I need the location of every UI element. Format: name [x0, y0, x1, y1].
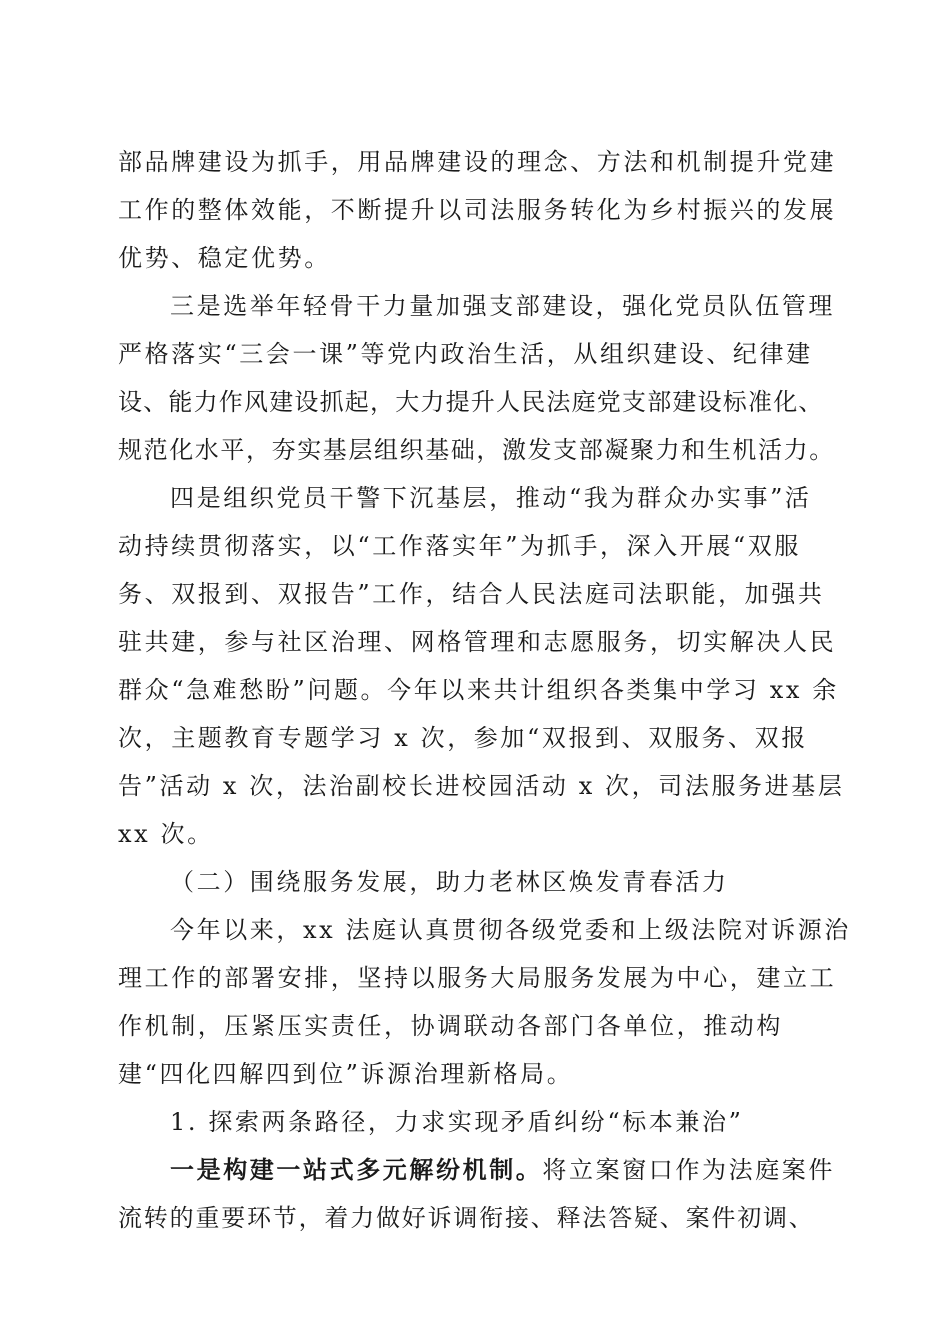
- section-heading: （二）围绕服务发展，助力老林区焕发青春活力: [170, 868, 729, 896]
- subsection-heading: 1. 探索两条路径，力求实现矛盾纠纷“标本兼治”: [170, 1108, 744, 1136]
- text-line: [118, 1146, 836, 1194]
- document-page: [118, 138, 851, 1242]
- text-line: 部品牌建设为抓手，用品牌建设的理念、方法和机制提升党建: [118, 148, 837, 176]
- text-line: 流转的重要环节，着力做好诉调衔接、释法答疑、案件初调、: [118, 1204, 815, 1232]
- text-line: 作机制，压紧压实责任，协调联动各部门各单位，推动构: [118, 1012, 783, 1040]
- text-line: 群众“急难愁盼”问题。今年以来共计组织各类集中学习 xx 余: [118, 676, 839, 704]
- text-line: 建“四化四解四到位”诉源治理新格局。: [118, 1060, 574, 1088]
- text-line: 理工作的部署安排，坚持以服务大局服务发展为中心，建立工: [118, 964, 837, 992]
- text-line: 次，主题教育专题学习 x 次，参加“双报到、双服务、双报: [118, 724, 808, 752]
- text-line: 务、双报到、双报告”工作，结合人民法庭司法职能，加强共: [118, 580, 825, 608]
- text-line: 工作的整体效能，不断提升以司法服务转化为乡村振兴的发展: [118, 196, 837, 224]
- text-line: 四是组织党员干警下沉基层，推动“我为群众办实事”活: [170, 484, 812, 512]
- bold-lead-sentence: 一是构建一站式多元解纷机制。: [170, 1155, 543, 1184]
- text-line: 今年以来，xx 法庭认真贯彻各级党委和上级法院对诉源治: [170, 916, 851, 944]
- text-line: 动持续贯彻落实，以“工作落实年”为抓手，深入开展“双服: [118, 532, 802, 560]
- text-line: 优势、稳定优势。: [118, 244, 331, 272]
- text-line: 严格落实“三会一课”等党内政治生活，从组织建设、纪律建: [118, 340, 813, 368]
- text-continuation: 将立案窗口作为法庭案件: [542, 1156, 836, 1184]
- text-line: 告”活动 x 次，法治副校长进校园活动 x 次，司法服务进基层: [118, 772, 845, 800]
- text-line: 驻共建，参与社区治理、网格管理和志愿服务，切实解决人民: [118, 628, 837, 656]
- text-line: 三是选举年轻骨干力量加强支部建设，强化党员队伍管理: [170, 292, 835, 320]
- text-line: 设、能力作风建设抓起，大力提升人民法庭党支部建设标准化、: [118, 388, 824, 416]
- text-line: xx 次。: [118, 820, 214, 848]
- text-line: 规范化水平，夯实基层组织基础，激发支部凝聚力和生机活力。: [118, 436, 835, 464]
